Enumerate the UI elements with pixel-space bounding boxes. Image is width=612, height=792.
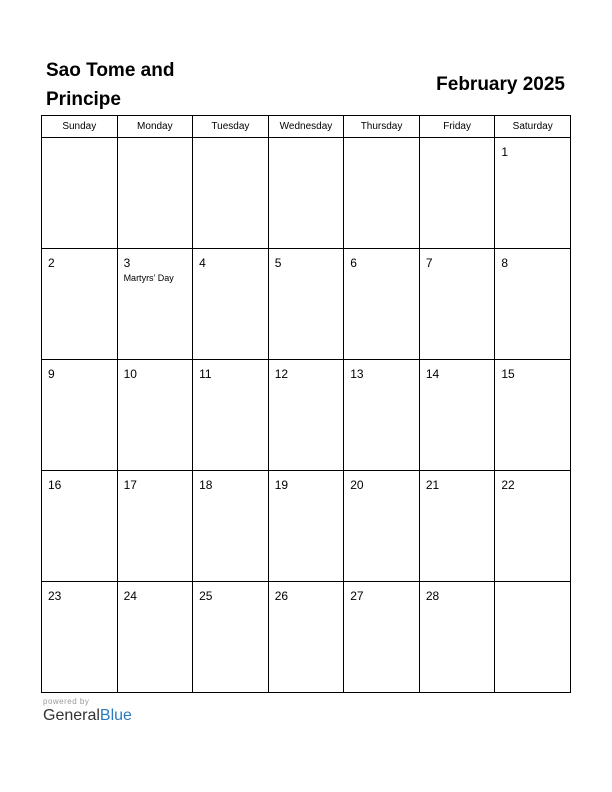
weekday-sunday: Sunday — [42, 116, 118, 138]
day-cell — [419, 360, 495, 471]
day-cell — [117, 360, 193, 471]
day-cell — [193, 471, 269, 582]
generalblue-logo — [43, 707, 132, 725]
day-number: 5 — [274, 256, 282, 270]
day-cell — [419, 138, 495, 249]
day-number: 6 — [350, 256, 357, 270]
logo-blue: Blue — [99, 707, 132, 724]
day-cell — [495, 360, 571, 471]
country-title: Sao Tome and Principe — [46, 60, 175, 110]
day-cell — [42, 138, 118, 249]
week-row — [42, 471, 571, 582]
day-number: 4 — [199, 256, 206, 270]
calendar-body — [42, 138, 571, 693]
day-cell — [344, 138, 420, 249]
day-cell — [42, 249, 118, 360]
day-number: 23 — [48, 589, 62, 603]
calendar-grid — [41, 115, 571, 693]
day-number: 16 — [48, 478, 62, 492]
week-row — [42, 249, 571, 360]
day-number: 21 — [425, 478, 440, 492]
week-row — [42, 138, 571, 249]
weekday-header-row — [42, 116, 571, 138]
day-cell — [495, 471, 571, 582]
day-number: 22 — [501, 478, 515, 492]
weekday-thursday: Thursday — [344, 116, 420, 138]
day-cell — [344, 471, 420, 582]
day-cell — [193, 582, 269, 693]
powered-by-text: powered by — [43, 697, 90, 706]
day-number: 11 — [199, 367, 212, 381]
day-number: 7 — [425, 256, 433, 270]
day-cell — [344, 582, 420, 693]
holiday-label: Martyrs’ Day — [123, 273, 174, 283]
day-cell — [42, 471, 118, 582]
day-cell — [117, 471, 193, 582]
brand-footer — [43, 697, 132, 725]
day-number: 13 — [350, 367, 364, 381]
week-row — [42, 582, 571, 693]
weekday-saturday: Saturday — [495, 116, 571, 138]
day-cell — [42, 582, 118, 693]
day-number: 24 — [123, 589, 137, 603]
day-cell — [117, 582, 193, 693]
weekday-wednesday: Wednesday — [268, 116, 344, 138]
day-cell — [268, 582, 344, 693]
day-cell — [268, 360, 344, 471]
weekday-monday: Monday — [117, 116, 193, 138]
weekday-friday: Friday — [419, 116, 495, 138]
day-number: 19 — [274, 478, 289, 492]
day-cell — [268, 471, 344, 582]
day-number: 10 — [123, 367, 137, 381]
day-number: 9 — [48, 367, 55, 381]
day-number: 15 — [501, 367, 515, 381]
month-title: February 2025 — [436, 74, 565, 95]
day-cell — [344, 360, 420, 471]
day-number: 18 — [199, 478, 213, 492]
day-number: 1 — [501, 145, 509, 159]
day-number: 3 — [123, 256, 131, 270]
day-cell — [117, 249, 193, 360]
day-cell — [419, 471, 495, 582]
logo-general: General — [43, 707, 100, 724]
day-number: 17 — [123, 478, 137, 492]
day-number: 27 — [350, 589, 364, 603]
day-number: 20 — [350, 478, 364, 492]
day-number: 28 — [425, 589, 440, 603]
day-cell — [268, 249, 344, 360]
day-cell — [344, 249, 420, 360]
day-cell — [42, 360, 118, 471]
day-cell — [117, 138, 193, 249]
day-number: 12 — [274, 367, 289, 381]
day-cell — [193, 360, 269, 471]
day-cell — [419, 582, 495, 693]
day-cell — [495, 138, 571, 249]
weekday-tuesday: Tuesday — [193, 116, 269, 138]
day-cell — [193, 138, 269, 249]
day-cell — [419, 249, 495, 360]
day-number: 25 — [199, 589, 213, 603]
day-cell — [495, 249, 571, 360]
day-number: 8 — [501, 256, 509, 270]
day-cell — [193, 249, 269, 360]
week-row — [42, 360, 571, 471]
day-cell — [495, 582, 571, 693]
day-number: 2 — [48, 256, 55, 270]
day-number: 26 — [274, 589, 289, 603]
day-number: 14 — [425, 367, 440, 381]
day-cell — [268, 138, 344, 249]
